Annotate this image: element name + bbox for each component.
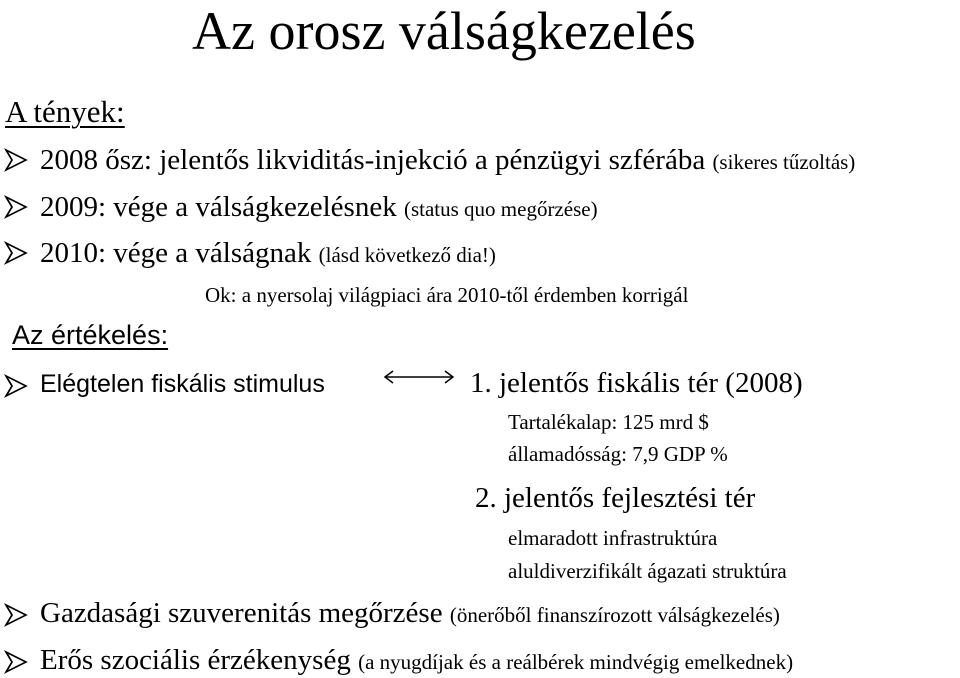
fact-item-2010: [40, 239, 496, 268]
fact-main: 2009: vége a válságkezelésnek: [40, 191, 397, 223]
sovereignty-main: Gazdasági szuverenitás megőrzése: [40, 597, 443, 629]
fiscal-detail-debt: államadósság: 7,9 GDP %: [508, 442, 728, 466]
arrowhead-bullet-icon: [4, 374, 28, 398]
stimulus-label: Elégtelen fiskális stimulus: [40, 370, 325, 398]
fact-main: 2010: vége a válságnak: [40, 237, 312, 269]
cause-note: Ok: a nyersolaj világpiaci ára 2010-től érdemben korrigál: [205, 283, 689, 307]
fact-note: (lásd következő dia!): [318, 243, 496, 267]
sovereignty-item: [40, 599, 780, 628]
fiscal-detail-reserve: Tartalékalap: 125 mrd $: [508, 410, 709, 434]
fact-main: 2008 ősz: jelentős likviditás-injekció a pénzügyi szférába: [40, 144, 706, 176]
social-main: Erős szociális érzékenység: [40, 644, 351, 676]
sovereignty-note: (önerőből finanszírozott válságkezelés): [449, 603, 780, 627]
double-arrow-icon: [383, 370, 455, 384]
arrowhead-bullet-icon: [4, 603, 28, 627]
fiscal-space-point: 1. jelentős fiskális tér (2008): [470, 367, 803, 399]
slide-title: Az orosz válságkezelés: [192, 1, 696, 61]
development-space-point: 2. jelentős fejlesztési tér: [475, 482, 756, 514]
section-heading-facts: A tények:: [5, 94, 125, 129]
development-detail-infrastructure: elmaradott infrastruktúra: [508, 526, 718, 550]
section-heading-evaluation: Az értékelés:: [12, 320, 169, 350]
social-note: (a nyugdíjak és a reálbérek mindvégig emelkednek): [358, 650, 794, 674]
arrowhead-bullet-icon: [4, 195, 28, 219]
development-detail-structure: aluldiverzifikált ágazati struktúra: [508, 559, 787, 583]
fact-note: (status quo megőrzése): [403, 197, 598, 221]
fact-item-2008: [40, 146, 855, 175]
social-item: [40, 646, 793, 675]
arrowhead-bullet-icon: [4, 241, 28, 265]
arrowhead-bullet-icon: [4, 148, 28, 172]
fact-item-2009: [40, 193, 598, 222]
fact-note: (sikeres tűzoltás): [712, 150, 856, 174]
arrowhead-bullet-icon: [4, 650, 28, 674]
